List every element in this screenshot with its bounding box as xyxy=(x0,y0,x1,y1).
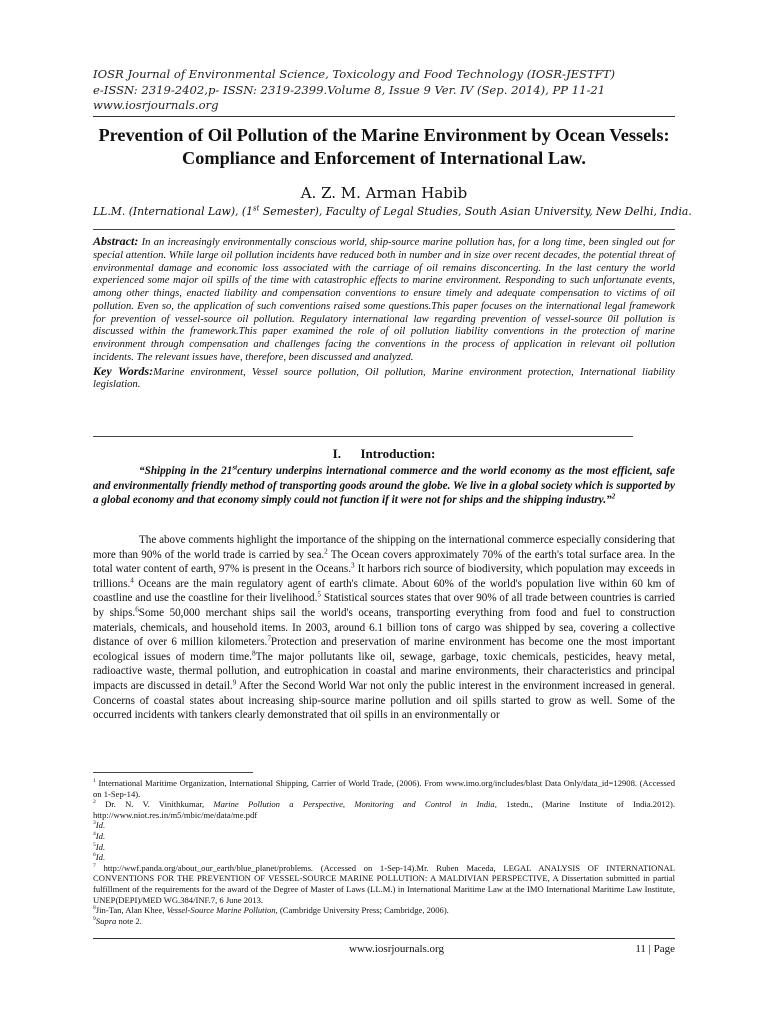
journal-header xyxy=(93,67,653,114)
footnote: $^8$Jin-Tan, Alan Khee, Vessel-Source Marine Pollution, (Cambridge University Press; Cambridge, 2006). xyxy=(93,905,449,916)
footnote: $^2$ Dr. N. V. Vinithkumar, Marine Pollution a Perspective, Monitoring and Control in India, 1stedn., (Marine Institute of India.2012). http://www.niot.res.in/m5/mbic/me/data/me.pdf xyxy=(93,799,675,820)
abstract-rule-bottom xyxy=(93,436,633,437)
author-affiliation: LL.M. (International Law), (1st Semester), Faculty of Legal Studies, South Asian University, New Delhi, India. xyxy=(93,203,692,218)
footer-url: www.iosrjournals.org xyxy=(349,943,445,955)
footnote: $^6$Id. xyxy=(93,852,106,863)
footnote: $^7$ http://wwf.panda.org/about_our_earth/blue_planet/problems. (Accessed on 1-Sep-14).Mr. Ruben Maceda, LEGAL ANALYSIS OF INTERNATIONAL CONVENTIONS FOR THE PREVENTION OF VESSEL-SOURCE MARINE POLLUTION: A MALDIVIAN PERSPECTIVE, A Dissertation submitted in partial fulfillment of the requirements for the award of the Degree of Master of Laws (LL.M.) in International Maritime Law at the IMO International Maritime Law Institute, UNEP(DEPI)/MED WG.384/INF.7, 6 June 2013. xyxy=(93,862,675,905)
keywords-text: Marine environment, Vessel source pollution, Oil pollution, Marine environment protection, International liability legislation. xyxy=(93,366,675,391)
author-name: A. Z. M. Arman Habib xyxy=(300,184,468,202)
abstract-label: Abstract: xyxy=(93,234,139,248)
section-title: Introduction: xyxy=(360,446,436,461)
paper-page xyxy=(93,0,692,1024)
header-rule xyxy=(93,116,675,117)
journal-issn: e-ISSN: 2319-2402,p- ISSN: 2319-2399.Volume 8, Issue 9 Ver. IV (Sep. 2014), PP 11-21 xyxy=(93,82,606,97)
footer-rule xyxy=(93,938,675,939)
abstract xyxy=(93,235,675,392)
paper-title: Prevention of Oil Pollution of the Marine Environment by Ocean Vessels: Compliance and Enforcement of International Law. xyxy=(98,125,670,168)
footnote: $^9$Supra note 2. xyxy=(93,915,142,926)
section-heading xyxy=(93,446,675,462)
abstract-text: In an increasingly environmentally conscious world, ship-source marine pollution has, for a long time, been singled out for special attention. While large oil pollution incidents have reduced both in number and in size over recent decades, the potential threat of environmental damage and economic loss associated with the carriage of oil remains disconcerting. In the last century the world experienced some major oil spills of the time with catastrophic effects to marine environment. Responding to such unfortunate events, among other things, enacted liability and compensation conventions to ensure timely and adequate compensation to victims of oil pollution. Even so, the application of such conventions raised some questions.This paper focuses on the international legal framework for prevention of vessel-source oil pollution. Regulatory international law regarding prevention of vessel-source 0il pollution is discussed within the framework.This paper examined the role of oil pollution liability conventions in the protection of marine environment through compensation and challenges facing the conventions in the process of application in relevant oil pollution incidents. The relevant issues have, therefore, been discussed and analyzed. xyxy=(93,237,675,363)
footnote-rule xyxy=(93,772,253,773)
footnotes xyxy=(93,778,675,926)
footnote: $^4$Id. xyxy=(93,830,106,841)
footnote: $^5$Id. xyxy=(93,841,106,852)
opening-quote: “Shipping in the 21stcentury underpins international commerce and the world economy as the most efficient, safe and environmentally friendly method of transporting goods around the globe. We live in a global society which is supported by a global economy and that economy simply could not function if it were not for ships and the shipping industry.”$^2$ xyxy=(93,463,675,507)
section-number: I. xyxy=(332,446,341,461)
footnote: $^3$Id. xyxy=(93,820,106,831)
journal-url: www.iosrjournals.org xyxy=(93,98,219,112)
footnote: $^1$ International Maritime Organization, International Shipping, Carrier of World Trade, (2006). From www.imo.org/includes/blast Data Only/data_id=12908. (Accessed on 1-Sep-14). xyxy=(93,778,675,799)
page-number: 11 | Page xyxy=(635,943,675,955)
abstract-rule-top xyxy=(93,229,675,230)
keywords-label: Key Words: xyxy=(93,363,154,378)
body-paragraph: The above comments highlight the importance of the shipping on the international commerce especially considering that more than 90% of the world trade is carried by sea.$^2$ The Ocean covers approximately 70% of the earth's total surface area. In the total water content of earth, 97% is present in the Oceans.$^3$ It harbors rich source of biodiversity, which population may exceeds in trillions.$^4$ Oceans are the main regulatory agent of earth's climate. About 60% of the world's population live within 60 km of coastline and use the coastline for their livelihood.$^5$ Statistical sources states that over 90% of all trade between countries is carried by ships.$^6$Some 50,000 merchant ships sail the world's oceans, transporting everything from food and fuel to construction materials, chemicals, and household items. In 2003, around 6.1 billion tons of cargo was shipped by sea, covering a collective distance of over 6 million kilometers.$^7$Protection and preservation of marine environment has become one the most important ecological issues of modern time.$^8$The major pollutants like oil, sewage, garbage, toxic chemicals, pesticides, heavy metal, radioactive waste, thermal pollution, and eutrophication in coastal and marine environments, their characteristics and principal impacts are discussed in detail.$^9$ After the Second World War not only the public interest in the environment increased in general. Concerns of coastal states about increasing ship-source marine pollution and oil spills started to grow as well. Some of the occurred incidents with tankers clearly demonstrated that oil spills in an environmentally or xyxy=(93,534,675,722)
journal-name: IOSR Journal of Environmental Science, Toxicology and Food Technology (IOSR-JESTFT) xyxy=(93,67,616,81)
